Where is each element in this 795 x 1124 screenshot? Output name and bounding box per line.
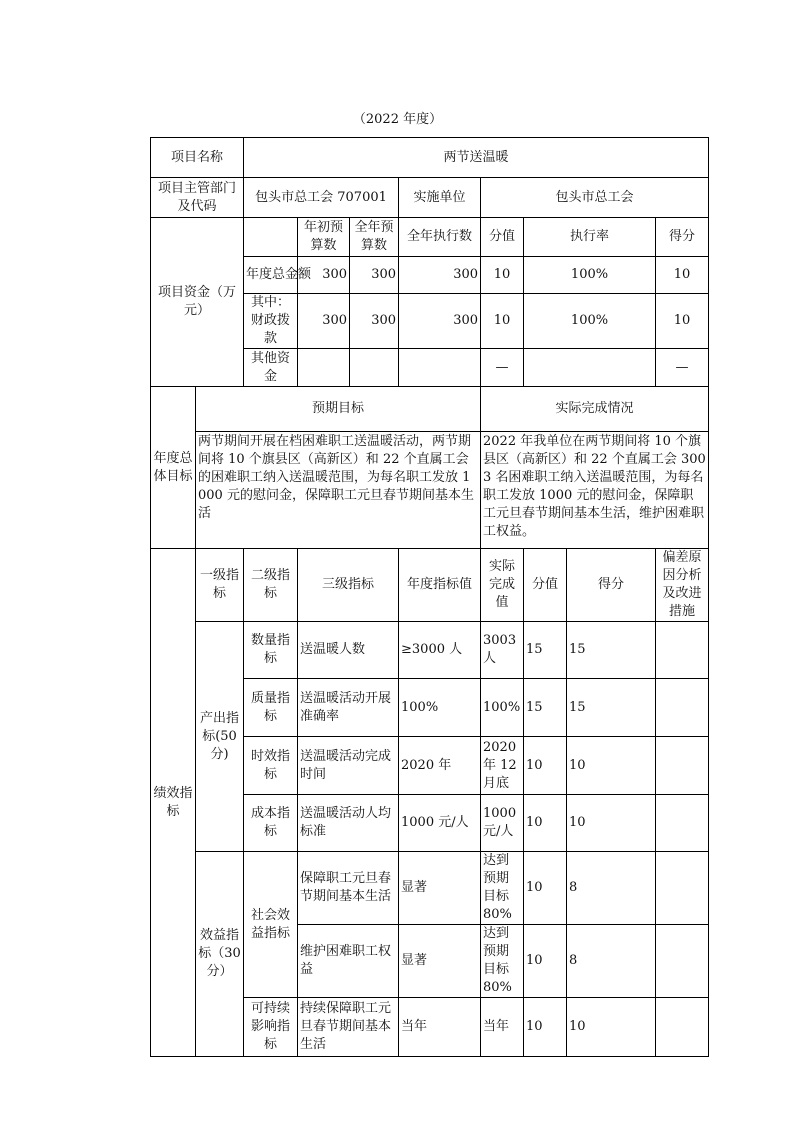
funds-row-name: 其他资金: [244, 349, 298, 387]
funds-header-rate: 执行率: [524, 218, 656, 257]
funds-header-initial: 年初预算数: [298, 218, 350, 257]
perf-level3: 送温暖人数: [298, 622, 399, 679]
unit-label: 实施单位: [399, 178, 481, 218]
performance-label: 绩效指标: [151, 549, 196, 1057]
perf-score-value: 10: [524, 998, 567, 1057]
funds-row-initial: 300: [298, 294, 350, 349]
perf-level3: 送温暖活动人均标准: [298, 795, 399, 852]
perf-row: [151, 852, 709, 925]
perf-target: ≥3000 人: [399, 622, 481, 679]
perf-level2: 质量指标: [244, 679, 298, 737]
perf-target: 当年: [399, 998, 481, 1057]
perf-header-level1: 一级指标: [196, 549, 244, 622]
funds-header-score: 得分: [656, 218, 709, 257]
unit-value: 包头市总工会: [481, 178, 709, 218]
perf-actual: 100%: [481, 679, 524, 737]
perf-level2: 成本指标: [244, 795, 298, 852]
perf-header-note: 偏差原因分析及改进措施: [656, 549, 709, 622]
funds-row-score: —: [656, 349, 709, 387]
project-name-label: 项目名称: [151, 138, 244, 178]
funds-header-blank: [244, 218, 298, 257]
project-name-value: 两节送温暖: [244, 138, 709, 178]
perf-level2: 可持续影响指标: [244, 998, 298, 1057]
perf-level3: 送温暖活动完成时间: [298, 737, 399, 795]
goals-content-row: [151, 432, 709, 549]
perf-header-score: 得分: [567, 549, 656, 622]
funds-row-annual: 300: [350, 294, 399, 349]
perf-note: [656, 622, 709, 679]
funds-header-row: [151, 218, 709, 257]
goals-expected-label: 预期目标: [196, 387, 481, 432]
funds-label: 项目资金（万元）: [151, 218, 244, 387]
funds-row-initial: 300: [298, 257, 350, 294]
dept-value: 包头市总工会 707001: [244, 178, 399, 218]
perf-level2: 数量指标: [244, 622, 298, 679]
perf-level3: 保障职工元旦春节期间基本生活: [298, 852, 399, 925]
funds-row-name: 其中：财政拨款: [244, 294, 298, 349]
perf-score: 8: [567, 925, 656, 998]
goals-header-row: [151, 387, 709, 432]
funds-row-annual: 300: [350, 257, 399, 294]
perf-target: 2020 年: [399, 737, 481, 795]
perf-score-value: 15: [524, 679, 567, 737]
goals-expected-text: 两节期间开展在档困难职工送温暖活动，两节期间将 10 个旗县区（高新区）和 22 个直属工会的困难职工纳入送温暖范围，为每名职工发放 1000 元的慰问金，保障职工元旦春节期间基本生活: [196, 432, 481, 549]
dept-label: 项目主管部门及代码: [151, 178, 244, 218]
perf-actual: 达到预期目标 80%: [481, 852, 524, 925]
funds-row-executed: 300: [399, 294, 481, 349]
perf-header-target: 年度指标值: [399, 549, 481, 622]
funds-header-score-value: 分值: [481, 218, 524, 257]
funds-header-annual: 全年预算数: [350, 218, 399, 257]
funds-row-rate: [524, 349, 656, 387]
funds-header-executed: 全年执行数: [399, 218, 481, 257]
perf-score: 15: [567, 679, 656, 737]
perf-row: [151, 622, 709, 679]
funds-row-executed: 300: [399, 257, 481, 294]
perf-score-value: 10: [524, 737, 567, 795]
funds-row-name: 年度总金额: [244, 257, 298, 294]
performance-header-row: [151, 549, 709, 622]
perf-note: [656, 852, 709, 925]
perf-target: 显著: [399, 925, 481, 998]
goals-actual-label: 实际完成情况: [481, 387, 709, 432]
perf-actual: 达到预期目标 80%: [481, 925, 524, 998]
perf-header-level3: 三级指标: [298, 549, 399, 622]
perf-note: [656, 679, 709, 737]
funds-row-rate: 100%: [524, 294, 656, 349]
perf-score: 10: [567, 998, 656, 1057]
benefit-indicator-label: 效益指标（30 分）: [196, 852, 244, 1057]
perf-note: [656, 795, 709, 852]
perf-header-score-value: 分值: [524, 549, 567, 622]
perf-actual: 1000 元/人: [481, 795, 524, 852]
perf-score: 15: [567, 622, 656, 679]
perf-actual: 当年: [481, 998, 524, 1057]
perf-note: [656, 998, 709, 1057]
perf-score: 10: [567, 795, 656, 852]
perf-level3: 持续保障职工元旦春节期间基本生活: [298, 998, 399, 1057]
perf-target: 显著: [399, 852, 481, 925]
funds-row-annual: [350, 349, 399, 387]
project-dept-row: [151, 178, 709, 218]
perf-level3: 维护困难职工权益: [298, 925, 399, 998]
perf-score-value: 15: [524, 622, 567, 679]
project-name-row: [151, 138, 709, 178]
perf-header-actual: 实际完成值: [481, 549, 524, 622]
perf-note: [656, 737, 709, 795]
perf-score: 10: [567, 737, 656, 795]
funds-row-score-value: 10: [481, 294, 524, 349]
perf-header-level2: 二级指标: [244, 549, 298, 622]
funds-row-executed: [399, 349, 481, 387]
goals-actual-text: 2022 年我单位在两节期间将 10 个旗县区（高新区）和 22 个直属工会 3003 名困难职工纳入送温暖范围，为每名职工发放 1000 元的慰问金，保障职工元旦春节期间基本生活，维护困难职工权益。: [481, 432, 709, 549]
funds-row-score-value: —: [481, 349, 524, 387]
funds-row-rate: 100%: [524, 257, 656, 294]
perf-level3: 送温暖活动开展准确率: [298, 679, 399, 737]
perf-score-value: 10: [524, 795, 567, 852]
funds-row-score: 10: [656, 257, 709, 294]
perf-score-value: 10: [524, 925, 567, 998]
perf-score-value: 10: [524, 852, 567, 925]
funds-row-score: 10: [656, 294, 709, 349]
year-label: （2022 年度）: [352, 112, 443, 127]
goals-label: 年度总体目标: [151, 387, 196, 549]
perf-level2: 社会效益指标: [244, 852, 298, 998]
perf-score: 8: [567, 852, 656, 925]
perf-note: [656, 925, 709, 998]
perf-actual: 3003 人: [481, 622, 524, 679]
perf-target: 100%: [399, 679, 481, 737]
perf-level2: 时效指标: [244, 737, 298, 795]
funds-row-initial: [298, 349, 350, 387]
performance-evaluation-table: [150, 137, 709, 1057]
perf-target: 1000 元/人: [399, 795, 481, 852]
funds-row-score-value: 10: [481, 257, 524, 294]
perf-actual: 2020 年 12 月底: [481, 737, 524, 795]
output-indicator-label: 产出指标(50 分): [196, 622, 244, 852]
